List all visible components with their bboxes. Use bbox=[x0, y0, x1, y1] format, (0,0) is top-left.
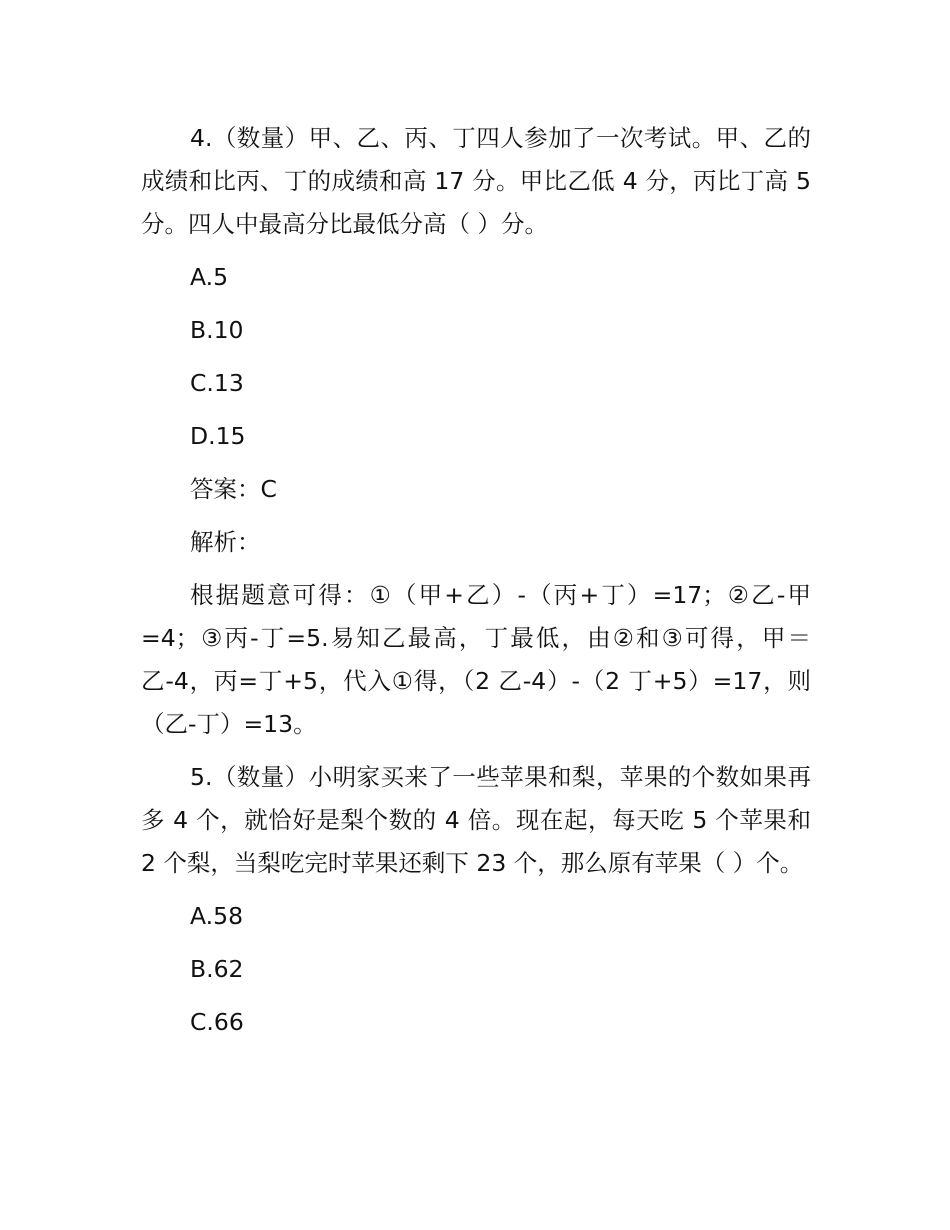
question-4-analysis-label: 解析： bbox=[190, 528, 261, 556]
question-5-option-c: C.66 bbox=[190, 1008, 244, 1036]
question-5-option-b: B.62 bbox=[190, 955, 244, 983]
question-4-option-c: C.13 bbox=[190, 369, 244, 397]
question-4-option-b: B.10 bbox=[190, 316, 244, 344]
question-5-option-a: A.58 bbox=[190, 902, 244, 930]
question-4-stem: 4.（数量）甲、乙、丙、丁四人参加了一次考试。甲、乙的成绩和比丙、丁的成绩和高 17 分。甲比乙低 4 分，丙比丁高 5 分。四人中最高分比最低分高（ ）分。 bbox=[141, 124, 811, 238]
question-4-analysis: 根据题意可得：①（甲+乙）-（丙+丁）=17；②乙-甲=4；③丙-丁=5.易知乙最高，丁最低，由②和③可得，甲＝乙-4，丙=丁+5，代入①得，（2 乙-4）-（2 丁+5）=17，则（乙-丁）=13。 bbox=[141, 581, 811, 738]
question-5-stem: 5.（数量）小明家买来了一些苹果和梨，苹果的个数如果再多 4 个，就恰好是梨个数的 4 倍。现在起，每天吃 5 个苹果和 2 个梨，当梨吃完时苹果还剩下 23 个，那么原有苹果（ ）个。 bbox=[141, 763, 811, 877]
question-4-option-a: A.5 bbox=[190, 263, 229, 291]
document-content bbox=[141, 117, 811, 1054]
question-4-answer: 答案：C bbox=[190, 475, 277, 503]
question-4-option-d: D.15 bbox=[190, 422, 246, 450]
